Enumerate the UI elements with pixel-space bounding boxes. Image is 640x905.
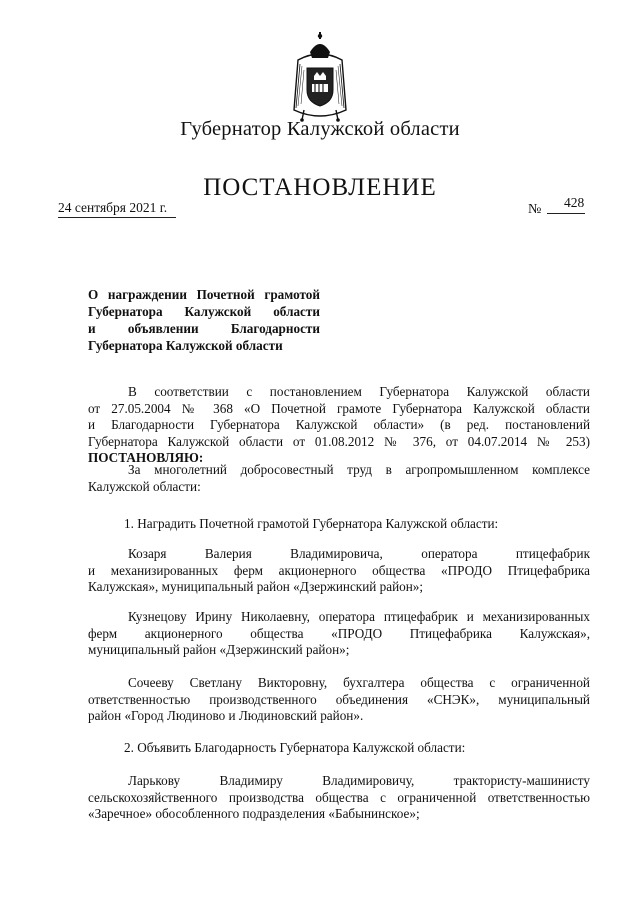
number-underline — [547, 213, 585, 214]
kaluga-coat-of-arms-icon — [288, 30, 352, 124]
clause-1-heading: 1. Наградить Почетной грамотой Губернатора Калужской области: — [124, 516, 499, 531]
body-line: Кузнецову Ирину Николаевну, оператора птицефабрик и механизированных — [128, 609, 590, 624]
issuer-title: Губернатор Калужской области — [180, 118, 460, 140]
document-type-heading: ПОСТАНОВЛЕНИЕ — [203, 174, 437, 201]
body-line: Козаря Валерия Владимировича, оператора птицефабрик — [128, 546, 590, 561]
body-line: Губернатора Калужской области от 01.08.2012 № 376, от 04.07.2014 № 253) — [88, 433, 590, 449]
body-line: В соответствии с постановлением Губернатора Калужской области — [128, 384, 590, 399]
body-line: Ларькову Владимиру Владимировичу, трактористу-машинисту — [128, 773, 590, 788]
award-entry — [88, 546, 590, 596]
body-line: от 27.05.2004 № 368 «О Почетной грамоте Губернатора Калужской области — [88, 400, 590, 416]
body-line: и Благодарности Губернатора Калужской области» (в ред. постановлений — [88, 417, 590, 433]
document-number: 428 — [564, 195, 585, 210]
subject-line: и объявлении Благодарности — [88, 321, 320, 336]
body-line: Калужская», муниципальный район «Дзержинский район»; — [88, 579, 424, 595]
body-line: и механизированных ферм акционерного общества «ПРОДО Птицефабрика — [88, 562, 590, 578]
body-line: сельскохозяйственного производства общества с ограниченной ответственностью — [88, 789, 590, 805]
number-label: № — [528, 202, 542, 217]
document-subject — [88, 286, 320, 354]
body-line: «Заречное» обособленного подразделения «Бабынинское»; — [88, 806, 420, 822]
subject-line: Губернатора Калужской области — [88, 338, 283, 353]
body-line: ферм акционерного общества «ПРОДО Птицефабрика Калужская», — [88, 625, 590, 641]
document-date: 24 сентября 2021 г. — [58, 200, 176, 218]
body-line: Калужской области: — [88, 478, 201, 494]
body-line: район «Город Людиново и Людиновский район». — [88, 708, 364, 724]
body-line: муниципальный район «Дзержинский район»; — [88, 642, 350, 658]
award-entry — [88, 773, 590, 823]
body-line: За многолетний добросовестный труд в агропромышленном комплексе — [128, 462, 590, 477]
subject-line: Губернатора Калужской области — [88, 304, 320, 319]
preamble-paragraph — [88, 384, 590, 467]
body-line: Сочееву Светлану Викторовну, бухгалтера общества с ограниченной — [128, 675, 590, 690]
clause-2-heading: 2. Объявить Благодарность Губернатора Калужской области: — [124, 740, 466, 755]
award-entry — [88, 675, 590, 725]
body-line: ответственностью производственного объединения «СНЭК», муниципальный — [88, 691, 590, 707]
award-entry — [88, 609, 590, 659]
reason-paragraph — [88, 462, 590, 495]
resolve-keyword: ПОСТАНОВЛЯЮ: — [88, 450, 204, 466]
subject-line: О награждении Почетной грамотой — [88, 287, 320, 302]
